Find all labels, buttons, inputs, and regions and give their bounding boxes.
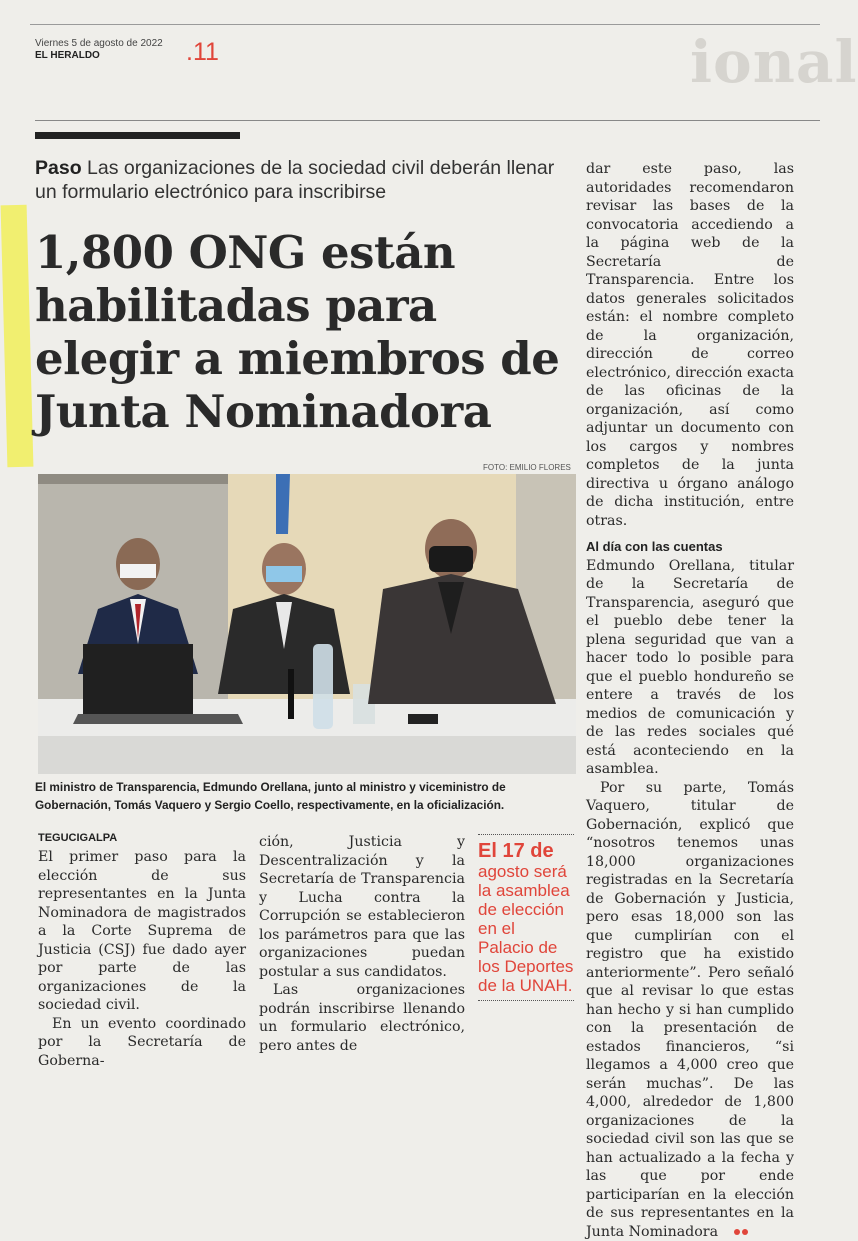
paragraph-final: [586, 779, 794, 1241]
press-conference-photo: [38, 474, 576, 774]
pullquote-body: agosto será la asamblea de elección en el Palacio de los Deportes de la UNAH.: [478, 862, 574, 995]
subheading: Al día con las cuentas: [586, 538, 794, 557]
highlighter-mark: [1, 205, 34, 468]
paragraph: Edmundo Orellana, titular de la Secretaría de Transparencia, aseguró que el pueblo debe tener la plena seguridad que van a hacer todo lo posible para que el pueblo hondureño se entere a través de los medios de comunicación y de las redes sociales qué está aconteciendo en la asamblea.: [586, 557, 794, 779]
body-column-4: [586, 160, 794, 1241]
issue-date: Viernes 5 de agosto de 2022: [35, 38, 163, 49]
pullquote-rule-bottom: [478, 1000, 574, 1001]
kicker: Paso: [35, 157, 82, 179]
deck-text: Las organizaciones de la sociedad civil deberán llenar un formulario electrónico para inscribirse: [35, 157, 554, 203]
paragraph: ción, Justicia y Descentralización y la Secretaría de Transparencia y Lucha contra la Corrupción se establecieron los parámetros para que las organizaciones puedan postular a sus candidatos.: [259, 833, 465, 981]
headline: 1,800 ONG están habilitadas para elegir a miembros de Junta Nominadora: [35, 226, 585, 438]
paragraph-text: Por su parte, Tomás Vaquero, titular de Gobernación, explicó que “nosotros tenemos unas 18,000 organizaciones registradas en la Secretaría de Gobernación y Justicia, pero esas 18,000 son las que cumplirían con el registro que ha existido anteriormente”. Pero señaló que al revisar lo que estas han hecho y si han cumplido con la presentación de estados financieros, “si llegamos a 4,000 creo que serán muchas”. De las 4,000, alrededor de 1,800 organizaciones de la sociedad civil son las que se han actualizado a la fecha y las que por ende participarían en la elección de sus representantes en la Junta Nominadora: [586, 780, 794, 1240]
pullquote-rule-top: [478, 834, 574, 835]
body-column-2: [259, 833, 465, 1055]
photo-caption: El ministro de Transparencia, Edmundo Orellana, junto al ministro y viceministro de Gobernación, Tomás Vaquero y Sergio Coello, respectivamente, en la oficialización.: [35, 778, 580, 814]
article-deck: [35, 156, 575, 204]
paragraph: En un evento coordinado por la Secretaría de Goberna-: [38, 1015, 246, 1071]
page-number: .11: [186, 38, 219, 67]
pullquote: [478, 840, 574, 995]
paragraph: dar este paso, las autoridades recomendaron revisar las bases de la convocatoria accediendo a la página web de la Secretaría de Transparencia. Entre los datos generales solicitados están: el nombre completo de la organización, dirección de correo electrónico, dirección exacta de las oficinas de la organización, así como adjuntar un documento con los cargos y nombres completos de la junta directiva u órgano análogo de dicha institución, entre otras.: [586, 160, 794, 530]
section-bar: [35, 132, 240, 139]
end-mark-icon: [718, 1223, 748, 1241]
photo-credit: FOTO: EMILIO FLORES: [483, 463, 571, 472]
body-column-1: [38, 848, 246, 1070]
newspaper-name: EL HERALDO: [35, 50, 100, 61]
background-bleed-text: ional: [690, 28, 858, 96]
paragraph: Las organizaciones podrán inscribirse llenando un formulario electrónico, pero antes de: [259, 981, 465, 1055]
header-rule: [35, 120, 820, 121]
top-rule: [30, 24, 820, 25]
pullquote-head: El 17 de: [478, 840, 574, 862]
dateline: TEGUCIGALPA: [38, 832, 117, 844]
paragraph: El primer paso para la elección de sus representantes en la Junta Nominadora de magistrados a la Corte Suprema de Justicia (CSJ) fue dado ayer por parte de las organizaciones de la sociedad civil.: [38, 848, 246, 1015]
